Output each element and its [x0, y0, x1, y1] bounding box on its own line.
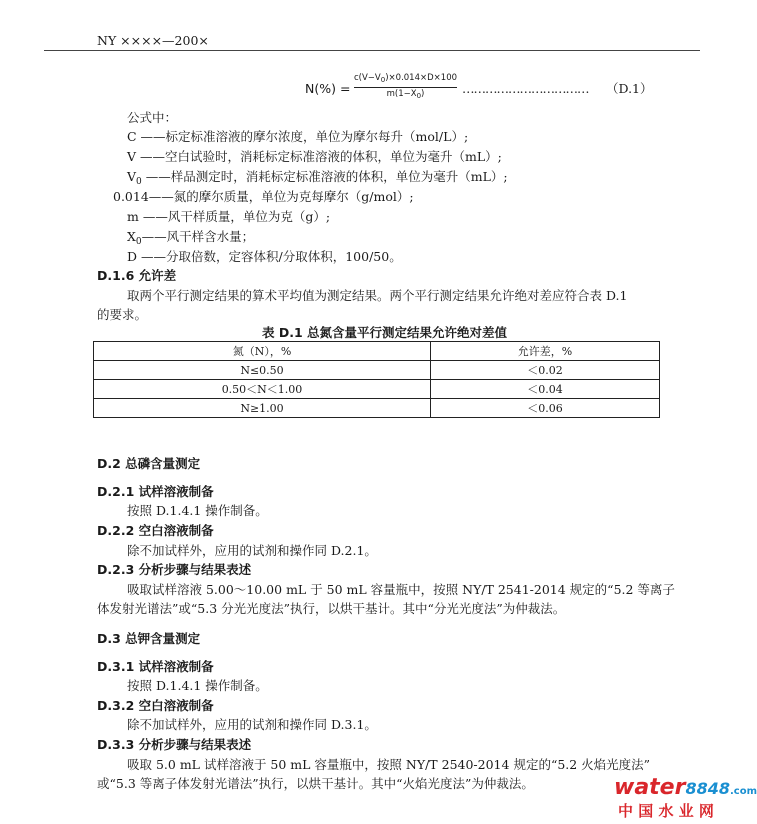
legend-item-0014: 0.014——氮的摩尔质量，单位为克每摩尔（g/mol）; [113, 189, 414, 204]
section-d21-title: D.2.1 试样溶液制备 [97, 484, 214, 499]
table-cell: ＜0.06 [431, 399, 660, 418]
fraction-bar [354, 87, 457, 88]
logo-brand-left: water [614, 775, 686, 800]
tolerance-table [93, 341, 660, 418]
legend-item-v: V ——空白试验时，消耗标定标准溶液的体积，单位为毫升（mL）; [127, 149, 502, 164]
logo-brand-right: 8848 [685, 779, 730, 798]
section-d2-title: D.2 总磷含量测定 [97, 456, 201, 471]
legend-intro: 公式中： [127, 110, 178, 125]
legend-item-m: m ——风干样质量，单位为克（g）; [127, 209, 331, 224]
formula-label: （D.1） [606, 81, 653, 96]
section-d31-title: D.3.1 试样溶液制备 [97, 659, 214, 674]
section-d23-body-line2: 体发射光谱法”或“5.3 分光光度法”执行，以烘干基计。其中“分光光度法”为仲裁法。 [97, 601, 566, 616]
formula-fraction [354, 73, 457, 102]
section-d3-title: D.3 总钾含量测定 [97, 631, 201, 646]
table-row [94, 380, 660, 399]
section-d31-body: 按照 D.1.4.1 操作制备。 [127, 678, 268, 693]
section-d23-body-line1: 吸取试样溶液 5.00～10.00 mL 于 50 mL 容量瓶中，按照 NY/T 2541-2014 规定的“5.2 等离子 [127, 582, 675, 597]
water8848-logo [612, 775, 757, 822]
section-d33-title: D.3.3 分析步骤与结果表述 [97, 737, 252, 752]
document-code: NY ××××—200× [97, 33, 209, 48]
table-row [94, 361, 660, 380]
section-d32-body: 除不加试样外，应用的试剂和操作同 D.3.1。 [127, 717, 377, 732]
legend-item-v0: $V_0$ ——样品测定时，消耗标定标准溶液的体积，单位为毫升（mL）; [127, 169, 508, 187]
table-cell: N≤0.50 [94, 361, 431, 380]
section-d21-body: 按照 D.1.4.1 操作制备。 [127, 503, 268, 518]
table-cell: N≥1.00 [94, 399, 431, 418]
section-d22-title: D.2.2 空白溶液制备 [97, 523, 214, 538]
section-d33-body-line2: 或“5.3 等离子体发射光谱法”执行，以烘干基计。其中“火焰光度法”为仲裁法。 [97, 776, 534, 791]
header-rule [44, 50, 700, 51]
section-d23-title: D.2.3 分析步骤与结果表述 [97, 562, 252, 577]
table-header-row [94, 342, 660, 361]
section-d33-body-line1: 吸取 5.0 mL 试样溶液于 50 mL 容量瓶中，按照 NY/T 2540-2014 规定的“5.2 火焰光度法” [127, 757, 651, 772]
formula-lhs: N(%) = [305, 81, 351, 96]
table-cell: ＜0.02 [431, 361, 660, 380]
formula-numerator: $c(V-V_0)\times 0.014\times D\times 100$ [354, 73, 458, 84]
formula-leader: …………………………… [462, 81, 589, 96]
section-d32-title: D.3.2 空白溶液制备 [97, 698, 214, 713]
table-cell: 0.50＜N＜1.00 [94, 380, 431, 399]
section-d22-body: 除不加试样外，应用的试剂和操作同 D.2.1。 [127, 543, 377, 558]
table-caption: 表 D.1 总氮含量平行测定结果允许绝对差值 [262, 325, 508, 340]
section-d16-body-line2: 的要求。 [97, 307, 148, 322]
logo-tagline: 中 国 水 业 网 [618, 802, 714, 820]
table-header-nitrogen: 氮（N），% [94, 342, 431, 361]
formula-denominator: $m(1-X_0)$ [386, 89, 425, 100]
legend-item-x0: $X_0——$风干样含水量； [127, 229, 255, 247]
section-d16-body-line1: 取两个平行测定结果的算术平均值为测定结果。两个平行测定结果允许绝对差应符合表 D.1 [127, 288, 628, 303]
logo-brand-suffix: .com [730, 786, 757, 797]
table-cell: ＜0.04 [431, 380, 660, 399]
table-row [94, 399, 660, 418]
section-d16-title: D.1.6 允许差 [97, 268, 177, 283]
legend-item-d: D ——分取倍数，定容体积/分取体积，100/50。 [127, 249, 402, 264]
legend-item-c: C ——标定标准溶液的摩尔浓度，单位为摩尔每升（mol/L）; [127, 129, 469, 144]
table-header-tolerance: 允许差，% [431, 342, 660, 361]
